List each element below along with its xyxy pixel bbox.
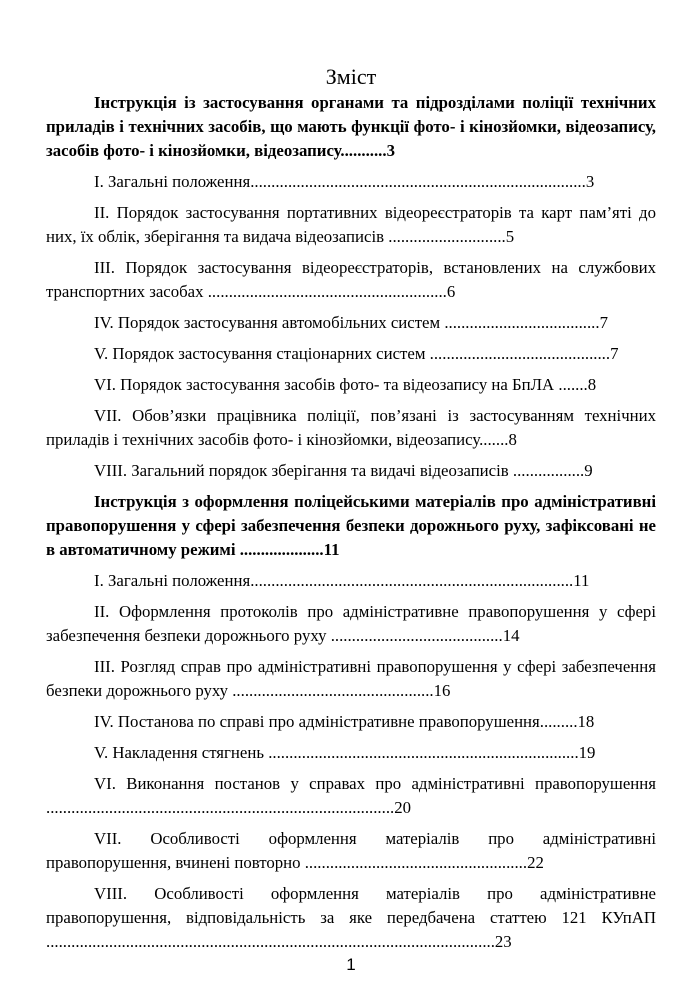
toc-leader-dots: ................................................ bbox=[232, 681, 434, 700]
document-page bbox=[46, 0, 656, 996]
toc-entry-instruction-1[interactable] bbox=[46, 91, 656, 163]
toc-entry-page: 7 bbox=[599, 313, 608, 332]
toc-leader-dots: ........... bbox=[340, 141, 387, 160]
toc-leader-dots: ................................................................................ bbox=[250, 172, 586, 191]
toc-entry-section-1-8[interactable] bbox=[46, 459, 656, 483]
toc-leader-dots: .................... bbox=[239, 540, 324, 559]
toc-entry-text: ІІІ. Порядок застосування відеореєстраторів, встановлених на службових транспортних засобах bbox=[46, 258, 656, 301]
toc-leader-dots: ..................................... bbox=[444, 313, 600, 332]
toc-entry-page: 18 bbox=[577, 712, 595, 731]
toc-entry-page: 9 bbox=[584, 461, 593, 480]
toc-entry-page: 11 bbox=[573, 571, 590, 590]
toc-entry-section-2-3[interactable] bbox=[46, 655, 656, 703]
toc-entry-page: 3 bbox=[585, 172, 595, 191]
toc-leader-dots: ....... bbox=[558, 375, 588, 394]
toc-entry-section-2-5[interactable] bbox=[46, 741, 656, 765]
toc-entry-page: 3 bbox=[386, 141, 395, 160]
toc-leader-dots: ................................................................................... bbox=[46, 798, 395, 817]
toc-entry-section-2-6[interactable] bbox=[46, 772, 656, 820]
toc-entry-page: 6 bbox=[446, 282, 456, 301]
toc-entry-section-1-7[interactable] bbox=[46, 404, 656, 452]
toc-entry-text: І. Загальні положення bbox=[94, 172, 251, 191]
page-title: Зміст bbox=[325, 64, 377, 89]
toc-leader-dots: ....... bbox=[479, 430, 509, 449]
toc-entry-text: ІІ. Оформлення протоколів про адміністративне правопорушення у сфері забезпечення безпеки дорожнього руху bbox=[46, 602, 656, 645]
toc-entry-section-2-8[interactable] bbox=[46, 882, 656, 954]
toc-leader-dots: ................. bbox=[512, 461, 585, 480]
toc-entry-page: 19 bbox=[578, 743, 596, 762]
toc-leader-dots: ......................................................... bbox=[207, 282, 447, 301]
toc-entry-page: 22 bbox=[527, 853, 544, 872]
toc-entry-section-1-6[interactable] bbox=[46, 373, 656, 397]
toc-entry-section-2-1[interactable] bbox=[46, 569, 656, 593]
toc-entry-page: 20 bbox=[394, 798, 411, 817]
toc-leader-dots: ............................ bbox=[388, 227, 506, 246]
toc-leader-dots: .......................................................................... bbox=[268, 743, 579, 762]
toc-entry-section-1-5[interactable] bbox=[46, 342, 656, 366]
page-number: 1 bbox=[346, 955, 356, 974]
toc-entry-section-1-2[interactable] bbox=[46, 201, 656, 249]
toc-entry-text: VІІІ. Особливості оформлення матеріалів про адміністративне правопорушення, відповідальність за яке передбачена статтею 121 КУпАП bbox=[46, 884, 656, 927]
toc-leader-dots: ........................................................................................................... bbox=[46, 932, 495, 951]
toc-entry-section-2-7[interactable] bbox=[46, 827, 656, 875]
toc-entry-text: IV. Порядок застосування автомобільних систем bbox=[94, 313, 441, 332]
toc-entry-text: ІІ. Порядок застосування портативних відеореєстраторів та карт пам’яті до них, їх облік, зберігання та видача відеозаписів bbox=[46, 203, 656, 246]
toc-entry-text: VІ. Порядок застосування засобів фото- та відеозапису на БпЛА bbox=[94, 375, 555, 394]
toc-entry-page: 5 bbox=[505, 227, 515, 246]
toc-entry-page: 8 bbox=[508, 430, 517, 449]
toc-entry-text: VІІ. Особливості оформлення матеріалів про адміністративні правопорушення, вчинені повторно bbox=[46, 829, 656, 872]
toc-leader-dots: ..................................................... bbox=[304, 853, 528, 872]
toc-entry-text: V. Накладення стягнень bbox=[94, 743, 264, 762]
toc-entry-page: 16 bbox=[433, 681, 451, 700]
toc-entry-text: V. Порядок застосування стаціонарних систем bbox=[94, 344, 426, 363]
toc-leader-dots: ........................................... bbox=[429, 344, 611, 363]
toc-entry-text: Інструкція з оформлення поліцейськими матеріалів про адміністративні правопорушення у сфері забезпечення безпеки дорожнього руху, зафіксовані не в автоматичному режимі bbox=[46, 492, 656, 559]
toc-entry-text: VІ. Виконання постанов у справах про адміністративні правопорушення bbox=[94, 774, 656, 793]
toc-entry-text: ІІІ. Розгляд справ про адміністративні правопорушення у сфері забезпечення безпеки дорожнього руху bbox=[46, 657, 656, 700]
toc-entry-page: 8 bbox=[587, 375, 597, 394]
toc-entry-text: VІІІ. Загальний порядок зберігання та видачі відеозаписів bbox=[94, 461, 509, 480]
toc-entry-section-1-3[interactable] bbox=[46, 256, 656, 304]
toc-entry-text: IV. Постанова по справі про адміністративне правопорушення bbox=[94, 712, 540, 731]
toc-entry-text: І. Загальні положення bbox=[94, 571, 251, 590]
toc-entry-page: 7 bbox=[610, 344, 619, 363]
toc-entry-page: 14 bbox=[502, 626, 520, 645]
toc-entry-instruction-2[interactable] bbox=[46, 490, 656, 562]
table-of-contents bbox=[46, 91, 656, 954]
toc-entry-page: 11 bbox=[323, 540, 340, 559]
toc-entry-section-1-4[interactable] bbox=[46, 311, 656, 335]
toc-leader-dots: ......... bbox=[539, 712, 578, 731]
toc-entry-section-2-4[interactable] bbox=[46, 710, 656, 734]
toc-entry-page: 23 bbox=[494, 932, 512, 951]
toc-entry-text: Інструкція із застосування органами та підрозділами поліції технічних приладів і технічних засобів, що мають функції фото- і кінозйомки, відеозапису, засобів фото- і кінозйомки, відеозапису bbox=[46, 93, 656, 160]
toc-entry-section-1-1[interactable] bbox=[46, 170, 656, 194]
toc-leader-dots: ............................................................................. bbox=[250, 571, 574, 590]
toc-leader-dots: ......................................... bbox=[330, 626, 503, 645]
toc-entry-section-2-2[interactable] bbox=[46, 600, 656, 648]
toc-entry-text: VІІ. Обов’язки працівника поліції, пов’язані із застосуванням технічних приладів і технічних засобів фото- і кінозйомки, відеозапису bbox=[46, 406, 656, 449]
